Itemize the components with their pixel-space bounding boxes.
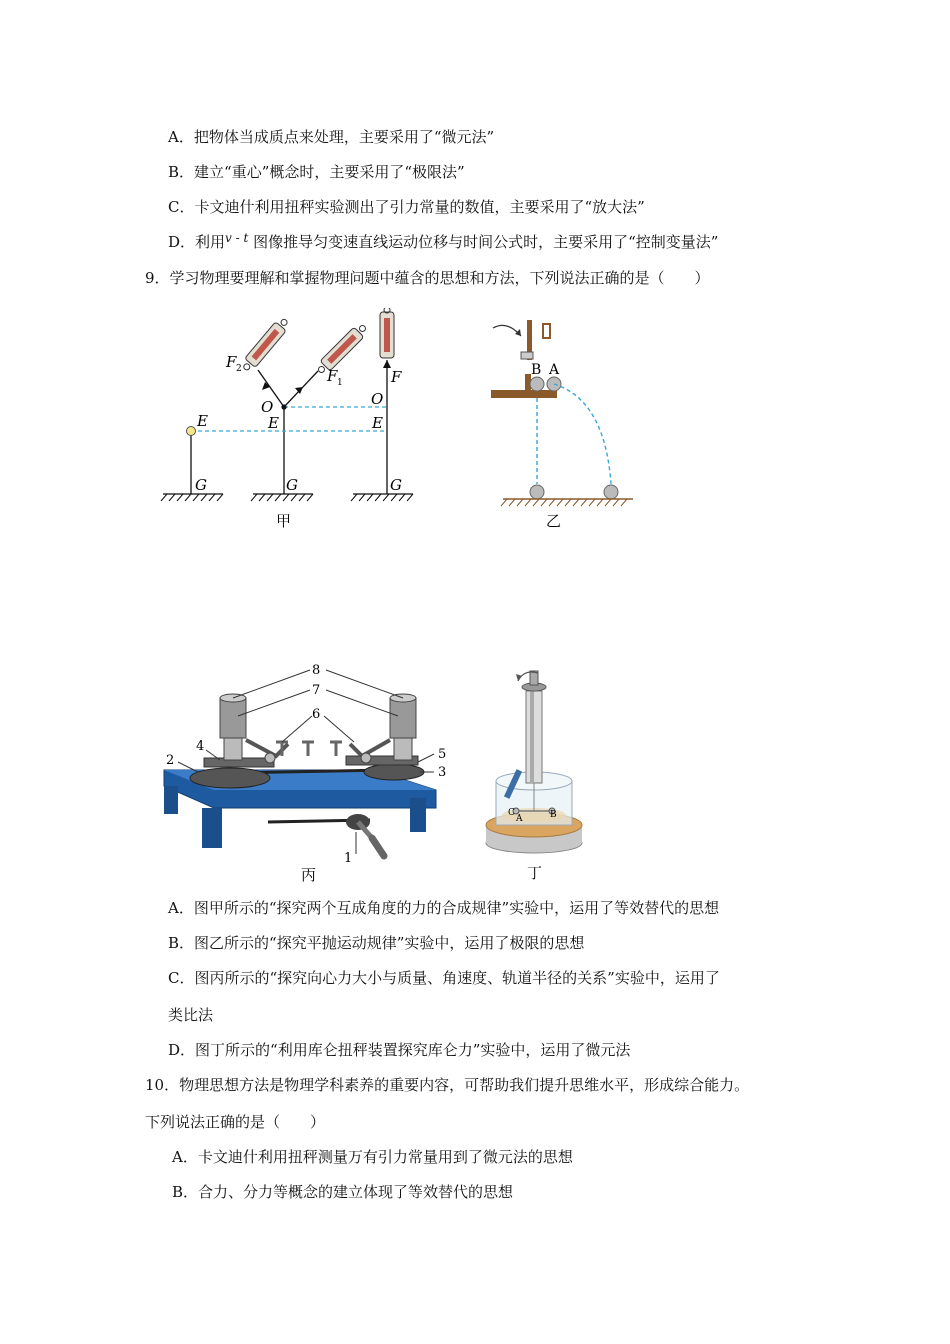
hammer-head [521,352,533,359]
ground-hatches [161,494,413,501]
label-3: 3 [438,765,447,780]
q10-option-a: A．卡文迪什利用扭秤测量万有引力常量用到了微元法的思想 [172,1148,573,1166]
caption-ding: 丁 [527,864,543,882]
label-f1: F [327,367,338,385]
spring-scale-f [380,308,394,358]
label-b-ding: B [550,810,557,820]
q9-option-a: A．图甲所示的“探究两个互成角度的力的合成规律”实验中，运用了等效替代的思想 [168,899,720,917]
q9-option-c-line1: C．图丙所示的“探究向心力大小与质量、角速度、轨道半径的关系”实验中，运用了 [168,969,720,987]
q10-stem-line2: 下列说法正确的是（ ） [145,1113,326,1131]
label-7: 7 [312,683,321,698]
lever-right [350,740,390,756]
label-g-left: G [195,476,207,494]
knot-e [187,427,196,436]
label-f2: F [226,353,237,371]
label-f: F [391,368,402,386]
ball-left [265,753,275,763]
q8-option-d-v: v [225,231,232,245]
table-leg-back-left [164,786,178,814]
knot-o [281,404,286,409]
figure-ding [480,665,590,885]
label-g-middle: G [286,476,298,494]
ball-right [361,753,371,763]
ball-b [530,377,544,391]
label-5: 5 [438,747,447,762]
spring-scale-f1 [314,321,369,376]
clip [543,324,550,338]
label-e-right: E [372,414,383,432]
q8-option-d-dash: - [231,231,244,245]
q9-option-c-line2: 类比法 [168,1006,214,1024]
q10-option-b: B．合力、分力等概念的建立体现了等效替代的思想 [172,1183,514,1201]
q8-option-c: C．卡文迪什利用扭秤实验测出了引力常量的数值，主要采用了“放大法” [168,198,645,216]
q9-option-d: D．图丁所示的“利用库仑扭秤装置探究库仑力”实验中，运用了微元法 [168,1041,631,1059]
caption-jia: 甲 [276,512,292,530]
q10-stem-line1: 10．物理思想方法是物理学科素养的重要内容，可帮助我们提升思维水平，形成综合能力。 [145,1076,750,1094]
crank-handle [372,838,384,856]
label-a-ding: A [516,814,523,824]
caption-bing: 丙 [301,866,317,884]
label-f1-sub: 1 [337,378,343,388]
caption-yi: 乙 [546,512,562,530]
floor-hatches [501,499,627,506]
q8-option-d [168,232,718,253]
arrow-f2 [262,382,270,390]
q8-option-d-t: t [243,231,249,245]
q8-option-b: B．建立“重心”概念时，主要采用了“极限法” [168,163,465,181]
pulley-right [364,764,424,780]
table-leg-front-right [410,798,426,832]
label-e-left: E [197,412,208,430]
sleeve-right [390,698,416,738]
label-2: 2 [166,753,175,768]
ball-b-landed [530,485,544,499]
q9-option-b: B．图乙所示的“探究平抛运动规律”实验中，运用了极限的思想 [168,934,585,952]
label-6: 6 [312,707,321,722]
q9-stem: 9．学习物理要理解和掌握物理问题中蕴含的思想和方法，下列说法正确的是（ ） [145,269,710,287]
tube-highlight [530,691,534,783]
spring-scale-f2 [239,316,291,374]
label-1: 1 [344,851,353,866]
label-4: 4 [196,739,205,754]
spring-right [394,738,412,760]
label-c: C [508,808,515,818]
arrow-f [383,360,391,368]
spring-left [224,738,242,760]
figure-yi [485,312,645,532]
label-o-middle: O [261,398,274,416]
q8-option-a: A．把物体当成质点来处理，主要采用了“微元法” [168,128,495,146]
q8-option-d-suffix: 图像推导匀变速直线运动位移与时间公式时，主要采用了“控制变量法” [248,233,719,251]
strike-arrow-head [515,329,521,336]
q8-option-d-prefix: D．利用 [168,233,226,251]
label-e-middle: E [268,414,279,432]
label-8: 8 [312,663,321,678]
arrow-f1 [295,387,303,394]
label-f2-sub: 2 [236,364,242,374]
label-a: A [549,362,560,378]
ball-a-landed [604,485,618,499]
sleeve-left [220,698,246,738]
table-leg-front-left [202,808,222,848]
figure-bing [158,658,458,888]
pulley-left [190,768,270,788]
label-o-right: O [371,390,384,408]
path-projectile [554,384,611,484]
label-g-right: G [390,476,402,494]
label-b: B [531,362,542,378]
figure-jia [155,308,425,533]
